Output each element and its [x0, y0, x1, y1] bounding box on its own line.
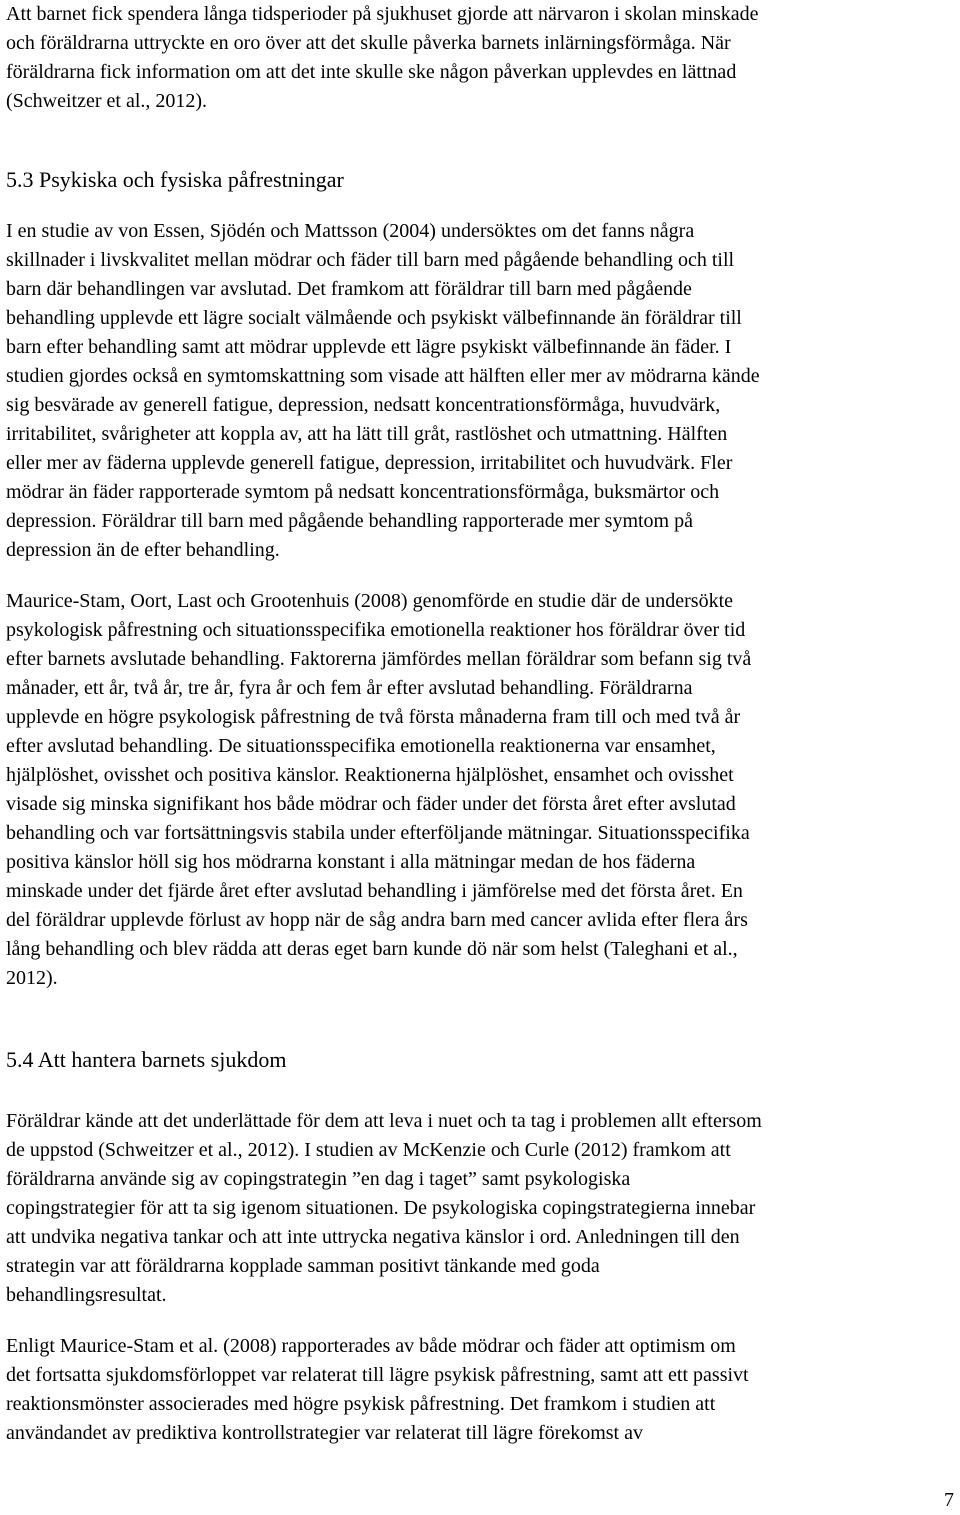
text-line: lång behandling och blev rädda att deras eget barn kunde dö när som helst (Taleghani et al.,	[6, 938, 738, 960]
text-line: Maurice-Stam, Oort, Last och Grootenhuis (2008) genomförde en studie där de undersökte	[6, 590, 734, 612]
text-line: del föräldrar upplevde förlust av hopp när de såg andra barn med cancer avlida efter flera års	[6, 909, 748, 931]
text-line: efter barnets avslutade behandling. Faktorerna jämfördes mellan föräldrar som befann sig två	[6, 648, 752, 670]
page-number: 7	[944, 1489, 954, 1511]
text-line: efter avslutad behandling. De situationsspecifika emotionella reaktionerna var ensamhet,	[6, 735, 716, 757]
paragraph-2	[6, 217, 958, 565]
text-line: att undvika negativa tankar och att inte uttrycka negativa känslor i ord. Anledningen till den	[6, 1226, 740, 1248]
section-heading-5-4: 5.4 Att hantera barnets sjukdom	[6, 1047, 287, 1072]
text-line: skillnader i livskvalitet mellan mödrar och fäder till barn med pågående behandling och till	[6, 249, 735, 271]
text-line: visade sig minska signifikant hos både mödrar och fäder under det första året efter avslutad	[6, 793, 736, 815]
text-line: månader, ett år, två år, tre år, fyra år och fem år efter avslutad behandling. Föräldrarna	[6, 677, 693, 699]
text-line: behandling och var fortsättningsvis stabila under efterföljande mätningar. Situationsspecifika	[6, 822, 750, 844]
text-line: barn efter behandling samt att mödrar upplevde ett lägre psykiskt välbefinnande än fäder. I	[6, 336, 732, 358]
text-line: mödrar än fäder rapporterade symtom på nedsatt koncentrationsförmåga, buksmärtor och	[6, 481, 720, 503]
text-line: användandet av prediktiva kontrollstrategier var relaterat till lägre förekomst av	[6, 1422, 643, 1444]
text-line: föräldrarna använde sig av copingstrategin ”en dag i taget” samt psykologiska	[6, 1168, 631, 1190]
text-line: depression än de efter behandling.	[6, 539, 280, 561]
text-line: strategin var att föräldrarna kopplade samman positivt tänkande med goda	[6, 1255, 600, 1277]
text-line: hjälplöshet, ovisshet och positiva känslor. Reaktionerna hjälplöshet, ensamhet och ovisshet	[6, 764, 734, 786]
text-line: irritabilitet, svårigheter att koppla av, att ha lätt till gråt, rastlöshet och utmattning. Hälften	[6, 423, 728, 445]
text-line: sig besvärade av generell fatigue, depression, nedsatt koncentrationsförmåga, huvudvärk,	[6, 394, 721, 416]
paragraph-5	[6, 1332, 958, 1448]
paragraph-4	[6, 1107, 958, 1310]
text-line: positiva känslor höll sig hos mödrarna konstant i alla mätningar medan de hos fäderna	[6, 851, 696, 873]
text-line: Enligt Maurice-Stam et al. (2008) rapporterades av både mödrar och fäder att optimism om	[6, 1335, 736, 1357]
section-heading-5-3: 5.3 Psykiska och fysiska påfrestningar	[6, 167, 344, 192]
text-line: behandlingsresultat.	[6, 1284, 167, 1306]
text-line: studien gjordes också en symtomskattning som visade att hälften eller mer av mödrarna kände	[6, 365, 760, 387]
paragraph-3	[6, 587, 958, 993]
text-line: depression. Föräldrar till barn med pågående behandling rapporterade mer symtom på	[6, 510, 693, 532]
text-line: de uppstod (Schweitzer et al., 2012). I studien av McKenzie och Curle (2012) framkom att	[6, 1139, 731, 1161]
text-line: psykologisk påfrestning och situationsspecifika emotionella reaktioner hos föräldrar över tid	[6, 619, 746, 641]
text-line: och föräldrarna uttryckte en oro över att det skulle påverka barnets inlärningsförmåga. När	[6, 32, 731, 54]
text-line: upplevde en högre psykologisk påfrestning de två första månaderna fram till och med två år	[6, 706, 741, 728]
text-line: Att barnet fick spendera långa tidsperioder på sjukhuset gjorde att närvaron i skolan minskade	[6, 3, 759, 25]
text-line: Föräldrar kände att det underlättade för dem att leva i nuet och ta tag i problemen allt eftersom	[6, 1110, 762, 1132]
text-line: I en studie av von Essen, Sjödén och Mattsson (2004) undersöktes om det fanns några	[6, 220, 695, 242]
text-line: barn där behandlingen var avslutad. Det framkom att föräldrar till barn med pågående	[6, 278, 692, 300]
text-line: det fortsatta sjukdomsförloppet var relaterat till lägre psykisk påfrestning, samt att ett passivt	[6, 1364, 749, 1386]
text-line: copingstrategier för att ta sig igenom situationen. De psykologiska copingstrategierna innebar	[6, 1197, 756, 1219]
text-line: 2012).	[6, 967, 58, 989]
text-line: (Schweitzer et al., 2012).	[6, 90, 208, 112]
text-line: behandling upplevde ett lägre socialt välmående och psykiskt välbefinnande än föräldrar till	[6, 307, 742, 329]
text-line: minskade under det fjärde året efter avslutad behandling i jämförelse med det första året. En	[6, 880, 743, 902]
text-line: föräldrarna fick information om att det inte skulle ske någon påverkan upplevdes en lättnad	[6, 61, 737, 83]
text-line: reaktionsmönster associerades med högre psykisk påfrestning. Det framkom i studien att	[6, 1393, 716, 1415]
paragraph-1	[6, 0, 958, 116]
text-line: eller mer av fäderna upplevde generell fatigue, depression, irritabilitet och huvudvärk. Fler	[6, 452, 733, 474]
